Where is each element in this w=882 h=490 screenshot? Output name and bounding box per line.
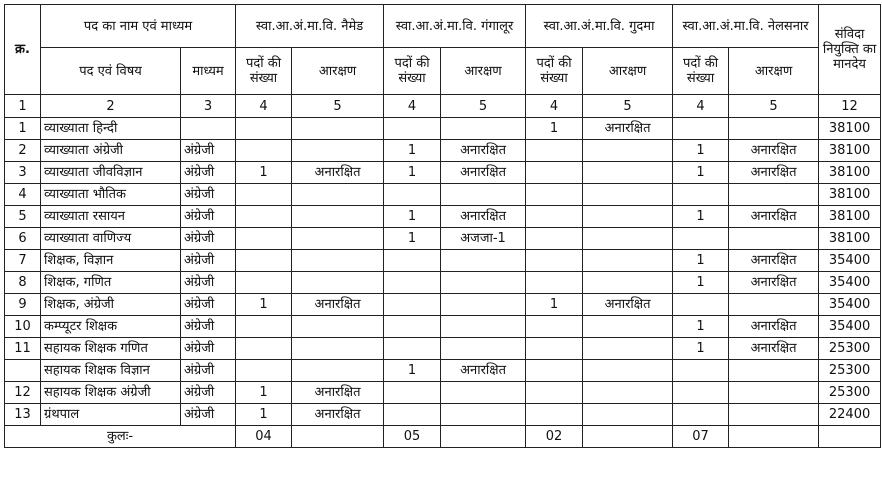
medium: अंग्रेजी bbox=[181, 360, 236, 382]
table-row bbox=[5, 382, 881, 404]
table-row bbox=[5, 360, 881, 382]
column-number: 3 bbox=[181, 95, 236, 118]
school-4-reservation: अनारक्षित bbox=[729, 206, 819, 228]
school-4-reservation: अनारक्षित bbox=[729, 162, 819, 184]
medium: अंग्रेजी bbox=[181, 184, 236, 206]
school-2-posts bbox=[384, 250, 441, 272]
school-1-reservation: अनारक्षित bbox=[292, 294, 384, 316]
school-4-reservation bbox=[729, 382, 819, 404]
school-3-posts: 1 bbox=[526, 294, 583, 316]
totals-row bbox=[5, 426, 881, 448]
school-2-reservation bbox=[441, 404, 526, 426]
school-1-reservation bbox=[292, 250, 384, 272]
school-3-posts bbox=[526, 206, 583, 228]
table-row bbox=[5, 118, 881, 140]
table-row bbox=[5, 294, 881, 316]
school-2-reservation: अनारक्षित bbox=[441, 140, 526, 162]
school-2-reservation bbox=[441, 382, 526, 404]
medium: अंग्रेजी bbox=[181, 162, 236, 184]
school-1-posts bbox=[236, 118, 292, 140]
total-school-1: 04 bbox=[236, 426, 292, 448]
school-3-posts: 1 bbox=[526, 118, 583, 140]
column-number: 4 bbox=[526, 95, 583, 118]
school-1-reservation bbox=[292, 118, 384, 140]
school-4-posts: 1 bbox=[673, 272, 729, 294]
school-2-posts: 1 bbox=[384, 140, 441, 162]
school-4-posts: 1 bbox=[673, 316, 729, 338]
school-1-posts: 1 bbox=[236, 404, 292, 426]
school-3-reservation bbox=[583, 382, 673, 404]
school-1-reservation bbox=[292, 184, 384, 206]
table-body bbox=[5, 118, 881, 426]
empty-cell bbox=[583, 426, 673, 448]
empty-cell bbox=[729, 426, 819, 448]
school-3-reservation bbox=[583, 206, 673, 228]
school-1-reservation bbox=[292, 228, 384, 250]
col-header-num-posts: पदों की संख्या bbox=[673, 48, 729, 95]
school-3-reservation bbox=[583, 162, 673, 184]
school-1-posts bbox=[236, 338, 292, 360]
school-3-posts bbox=[526, 316, 583, 338]
post-subject: शिक्षक, गणित bbox=[41, 272, 181, 294]
empty-cell bbox=[292, 426, 384, 448]
school-1-reservation: अनारक्षित bbox=[292, 382, 384, 404]
school-4-reservation bbox=[729, 228, 819, 250]
school-3-posts bbox=[526, 250, 583, 272]
school-2-reservation: अनारक्षित bbox=[441, 206, 526, 228]
school-1-posts bbox=[236, 140, 292, 162]
school-2-reservation bbox=[441, 250, 526, 272]
school-4-posts: 1 bbox=[673, 338, 729, 360]
school-3-posts bbox=[526, 228, 583, 250]
col-header-reservation: आरक्षण bbox=[583, 48, 673, 95]
col-header-school-1: स्वा.आ.अं.मा.वि. नैमेड bbox=[236, 5, 384, 48]
row-number bbox=[5, 360, 41, 382]
school-1-reservation bbox=[292, 272, 384, 294]
school-2-reservation bbox=[441, 184, 526, 206]
medium: अंग्रेजी bbox=[181, 250, 236, 272]
post-subject: व्याख्याता भौतिक bbox=[41, 184, 181, 206]
row-number: 12 bbox=[5, 382, 41, 404]
vacancy-sheet bbox=[4, 4, 880, 482]
school-4-posts: 1 bbox=[673, 162, 729, 184]
col-header-num-posts: पदों की संख्या bbox=[236, 48, 292, 95]
honorarium-amount: 38100 bbox=[819, 228, 881, 250]
col-header-honorarium: संविदा नियुक्ति का मानदेय bbox=[819, 5, 881, 95]
school-3-posts bbox=[526, 382, 583, 404]
school-1-reservation bbox=[292, 140, 384, 162]
medium: अंग्रेजी bbox=[181, 316, 236, 338]
medium: अंग्रेजी bbox=[181, 272, 236, 294]
honorarium-amount: 35400 bbox=[819, 250, 881, 272]
school-3-posts bbox=[526, 338, 583, 360]
medium: अंग्रेजी bbox=[181, 338, 236, 360]
table-row bbox=[5, 316, 881, 338]
honorarium-amount: 35400 bbox=[819, 294, 881, 316]
school-1-posts bbox=[236, 360, 292, 382]
column-number: 4 bbox=[236, 95, 292, 118]
medium: अंग्रेजी bbox=[181, 228, 236, 250]
column-number: 4 bbox=[384, 95, 441, 118]
post-subject: शिक्षक, विज्ञान bbox=[41, 250, 181, 272]
col-header-num-posts: पदों की संख्या bbox=[526, 48, 583, 95]
medium: अंग्रेजी bbox=[181, 206, 236, 228]
school-1-posts bbox=[236, 250, 292, 272]
header-row-1 bbox=[5, 5, 881, 48]
post-subject: व्याख्याता जीवविज्ञान bbox=[41, 162, 181, 184]
school-2-posts: 1 bbox=[384, 360, 441, 382]
school-4-posts bbox=[673, 228, 729, 250]
empty-cell bbox=[441, 426, 526, 448]
school-3-reservation bbox=[583, 316, 673, 338]
school-4-posts bbox=[673, 184, 729, 206]
post-subject: व्याख्याता वाणिज्य bbox=[41, 228, 181, 250]
row-number: 2 bbox=[5, 140, 41, 162]
school-4-reservation: अनारक्षित bbox=[729, 140, 819, 162]
header-row-2 bbox=[5, 48, 881, 95]
medium: अंग्रेजी bbox=[181, 294, 236, 316]
school-3-posts bbox=[526, 140, 583, 162]
school-4-reservation: अनारक्षित bbox=[729, 272, 819, 294]
column-number: 2 bbox=[41, 95, 181, 118]
school-2-reservation: अनारक्षित bbox=[441, 162, 526, 184]
school-1-reservation: अनारक्षित bbox=[292, 162, 384, 184]
school-2-reservation bbox=[441, 272, 526, 294]
post-subject: सहायक शिक्षक विज्ञान bbox=[41, 360, 181, 382]
empty-cell bbox=[819, 426, 881, 448]
school-2-posts: 1 bbox=[384, 162, 441, 184]
school-1-posts bbox=[236, 316, 292, 338]
medium bbox=[181, 118, 236, 140]
school-2-reservation bbox=[441, 294, 526, 316]
row-number: 5 bbox=[5, 206, 41, 228]
school-2-reservation bbox=[441, 316, 526, 338]
row-number: 9 bbox=[5, 294, 41, 316]
school-1-posts: 1 bbox=[236, 294, 292, 316]
school-4-posts: 1 bbox=[673, 206, 729, 228]
school-1-posts: 1 bbox=[236, 162, 292, 184]
school-2-posts bbox=[384, 272, 441, 294]
school-4-reservation: अनारक्षित bbox=[729, 250, 819, 272]
school-1-reservation bbox=[292, 360, 384, 382]
school-3-reservation bbox=[583, 272, 673, 294]
total-school-3: 02 bbox=[526, 426, 583, 448]
school-3-posts bbox=[526, 272, 583, 294]
school-4-reservation bbox=[729, 294, 819, 316]
school-1-posts: 1 bbox=[236, 382, 292, 404]
school-4-posts bbox=[673, 118, 729, 140]
table-row bbox=[5, 206, 881, 228]
school-3-reservation bbox=[583, 140, 673, 162]
school-2-reservation: अनारक्षित bbox=[441, 360, 526, 382]
school-1-reservation bbox=[292, 338, 384, 360]
school-4-posts bbox=[673, 382, 729, 404]
col-header-school-2: स्वा.आ.अं.मा.वि. गंगालूर bbox=[384, 5, 526, 48]
school-4-posts: 1 bbox=[673, 140, 729, 162]
school-4-posts bbox=[673, 404, 729, 426]
col-header-post-group: पद का नाम एवं माध्यम bbox=[41, 5, 236, 48]
school-3-reservation bbox=[583, 250, 673, 272]
school-1-posts bbox=[236, 206, 292, 228]
school-1-posts bbox=[236, 272, 292, 294]
col-header-reservation: आरक्षण bbox=[292, 48, 384, 95]
school-4-reservation: अनारक्षित bbox=[729, 316, 819, 338]
school-4-posts bbox=[673, 294, 729, 316]
vacancy-table bbox=[4, 4, 881, 448]
table-row bbox=[5, 140, 881, 162]
column-number: 5 bbox=[441, 95, 526, 118]
school-2-posts bbox=[384, 294, 441, 316]
row-number: 7 bbox=[5, 250, 41, 272]
col-header-reservation: आरक्षण bbox=[441, 48, 526, 95]
column-number: 1 bbox=[5, 95, 41, 118]
school-3-posts bbox=[526, 184, 583, 206]
medium: अंग्रेजी bbox=[181, 404, 236, 426]
school-2-reservation bbox=[441, 118, 526, 140]
column-number: 4 bbox=[673, 95, 729, 118]
honorarium-amount: 35400 bbox=[819, 272, 881, 294]
school-3-posts bbox=[526, 404, 583, 426]
honorarium-amount: 38100 bbox=[819, 140, 881, 162]
row-number: 8 bbox=[5, 272, 41, 294]
col-header-school-4: स्वा.आ.अं.मा.वि. नेलसनार bbox=[673, 5, 819, 48]
col-header-sno: क्र. bbox=[5, 5, 41, 95]
school-4-reservation bbox=[729, 404, 819, 426]
school-3-reservation bbox=[583, 228, 673, 250]
row-number: 10 bbox=[5, 316, 41, 338]
table-row bbox=[5, 228, 881, 250]
school-3-reservation: अनारक्षित bbox=[583, 118, 673, 140]
table-row bbox=[5, 404, 881, 426]
honorarium-amount: 38100 bbox=[819, 162, 881, 184]
school-3-reservation bbox=[583, 338, 673, 360]
col-header-medium: माध्यम bbox=[181, 48, 236, 95]
post-subject: सहायक शिक्षक गणित bbox=[41, 338, 181, 360]
school-4-posts: 1 bbox=[673, 250, 729, 272]
post-subject: व्याख्याता रसायन bbox=[41, 206, 181, 228]
school-2-reservation: अजजा-1 bbox=[441, 228, 526, 250]
post-subject: व्याख्याता हिन्दी bbox=[41, 118, 181, 140]
table-row bbox=[5, 272, 881, 294]
school-2-posts bbox=[384, 404, 441, 426]
column-number: 5 bbox=[292, 95, 384, 118]
medium: अंग्रेजी bbox=[181, 382, 236, 404]
table-row bbox=[5, 184, 881, 206]
school-1-reservation: अनारक्षित bbox=[292, 404, 384, 426]
honorarium-amount: 25300 bbox=[819, 360, 881, 382]
school-1-reservation bbox=[292, 316, 384, 338]
school-2-posts: 1 bbox=[384, 206, 441, 228]
school-2-posts bbox=[384, 316, 441, 338]
col-header-reservation: आरक्षण bbox=[729, 48, 819, 95]
school-4-reservation: अनारक्षित bbox=[729, 338, 819, 360]
total-school-2: 05 bbox=[384, 426, 441, 448]
school-4-posts bbox=[673, 360, 729, 382]
school-4-reservation bbox=[729, 184, 819, 206]
row-number: 11 bbox=[5, 338, 41, 360]
school-2-posts: 1 bbox=[384, 228, 441, 250]
school-3-posts bbox=[526, 360, 583, 382]
school-3-reservation bbox=[583, 184, 673, 206]
honorarium-amount: 38100 bbox=[819, 118, 881, 140]
medium: अंग्रेजी bbox=[181, 140, 236, 162]
school-2-reservation bbox=[441, 338, 526, 360]
post-subject: ग्रंथपाल bbox=[41, 404, 181, 426]
school-4-reservation bbox=[729, 118, 819, 140]
school-3-reservation: अनारक्षित bbox=[583, 294, 673, 316]
school-1-posts bbox=[236, 184, 292, 206]
row-number: 3 bbox=[5, 162, 41, 184]
totals-label: कुलः- bbox=[5, 426, 236, 448]
honorarium-amount: 38100 bbox=[819, 206, 881, 228]
column-number: 5 bbox=[583, 95, 673, 118]
col-header-num-posts: पदों की संख्या bbox=[384, 48, 441, 95]
school-1-reservation bbox=[292, 206, 384, 228]
honorarium-amount: 35400 bbox=[819, 316, 881, 338]
column-number-row bbox=[5, 95, 881, 118]
post-subject: शिक्षक, अंग्रेजी bbox=[41, 294, 181, 316]
honorarium-amount: 22400 bbox=[819, 404, 881, 426]
school-3-posts bbox=[526, 162, 583, 184]
honorarium-amount: 25300 bbox=[819, 338, 881, 360]
school-2-posts bbox=[384, 338, 441, 360]
school-3-reservation bbox=[583, 360, 673, 382]
column-number: 12 bbox=[819, 95, 881, 118]
school-1-posts bbox=[236, 228, 292, 250]
honorarium-amount: 38100 bbox=[819, 184, 881, 206]
col-header-school-3: स्वा.आ.अं.मा.वि. गुदमा bbox=[526, 5, 673, 48]
post-subject: कम्प्यूटर शिक्षक bbox=[41, 316, 181, 338]
table-row bbox=[5, 250, 881, 272]
table-row bbox=[5, 162, 881, 184]
table-row bbox=[5, 338, 881, 360]
post-subject: सहायक शिक्षक अंग्रेजी bbox=[41, 382, 181, 404]
row-number: 4 bbox=[5, 184, 41, 206]
school-2-posts bbox=[384, 118, 441, 140]
row-number: 13 bbox=[5, 404, 41, 426]
row-number: 6 bbox=[5, 228, 41, 250]
school-2-posts bbox=[384, 382, 441, 404]
honorarium-amount: 25300 bbox=[819, 382, 881, 404]
col-header-post-subject: पद एवं विषय bbox=[41, 48, 181, 95]
post-subject: व्याख्याता अंग्रेजी bbox=[41, 140, 181, 162]
school-2-posts bbox=[384, 184, 441, 206]
school-3-reservation bbox=[583, 404, 673, 426]
school-4-reservation bbox=[729, 360, 819, 382]
column-number: 5 bbox=[729, 95, 819, 118]
row-number: 1 bbox=[5, 118, 41, 140]
total-school-4: 07 bbox=[673, 426, 729, 448]
